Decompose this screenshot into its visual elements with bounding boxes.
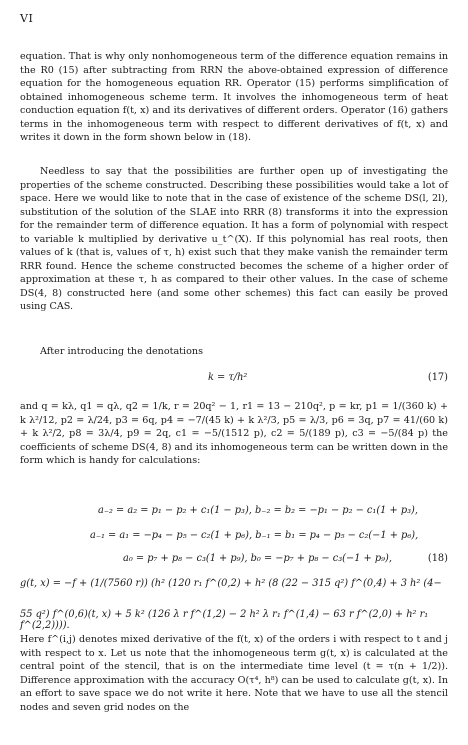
equation-coeff-a2-body: a₋₂ = a₂ = p₁ − p₂ + c₁(1 − p₃), b₋₂ = b₂ = −p₁ − p₂ − c₁(1 + p₃), xyxy=(98,505,418,516)
equation-g-line-1-body: g(t, x) = −f + (1/(7560 r)) (h² (120 r₁ f^(0,2) + h² (8 (22 − 315 q²) f^(0,4) + 3 h² (4− xyxy=(20,578,442,589)
equation-18-body: a₀ = p₇ + p₈ − c₃(1 + p₉), b₀ = −p₇ + p₈ − c₃(−1 + p₉), xyxy=(123,553,392,564)
equation-g-line-1 xyxy=(20,574,448,604)
equation-17-number: (17) xyxy=(427,372,448,383)
paragraph-4: and q = kλ, q1 = qλ, q2 = 1/k, r = 20q² − 1, r1 = 13 − 210q², p = kr, p1 = 1/(360 k) + k λ²/12, p2 = λ/24, p3 = 6q, p4 = −7/(45 k) + k λ²/3, p5 = λ/3, p6 = 3q, p7 = 41/(60 k) + k λ²/2, p8 = 3λ/4, p9 = 2q, c1 = −5/(1512 p), c2 = 5/(189 p), c3 = −5/(84 p) the coefficients of scheme DS(4, 8) and its inhomogeneous term can be written down in the form which is handy for calculations: xyxy=(20,401,448,466)
paragraph-3: After introducing the denotations xyxy=(40,346,203,357)
equation-17-body: k = τ/h² xyxy=(208,372,248,383)
page-number: VI xyxy=(20,12,34,25)
equation-coeff-a1-body: a₋₁ = a₁ = −p₄ − p₅ − c₂(1 + p₆), b₋₁ = b₁ = p₄ − p₅ − c₂(−1 + p₆), xyxy=(90,530,419,541)
paragraph-1: equation. That is why only nonhomogeneous term of the difference equation remains in the R0 (15) after subtracting from RRN the above-obtained expression of difference equation for the homogeneous equation RR. Operator (15) performs simplification of obtained inhomogeneous scheme term. It involves the inhomogeneous term of heat conduction equation f(t, x) and its derivatives of different orders. Operator (16) gathers terms in the inhomogeneous term with respect to different derivatives of f(t, x) and writes it down in the form shown below in (18). xyxy=(20,51,448,143)
equation-18-number: (18) xyxy=(427,553,448,564)
paragraph-2: Needless to say that the possibilities are further open up of investigating the properties of the scheme constructed. Describing these possibilities would take a lot of space. Here we would like to note that in the case of existence of the scheme DS(l, 2l), substitution of the solution of the SLAE into RRR (8) transforms it into the expression for the remainder term of difference equation. It has a form of polynomial with respect to variable k multiplied by derivative u_t^(X). If this polynomial has real roots, then values of k (that is, values of τ, h) exist such that they make vanish the remainder term RRR found. Hence the scheme constructed becomes the scheme of a higher order of approximation at these τ, h as compared to their other values. In the case of scheme DS(4, 8) constructed here (and some other schemes) this fact can easily be proved using CAS. xyxy=(20,166,448,312)
paragraph-5: Here f^(i,j) denotes mixed derivative of the f(t, x) of the orders i with respect to t and j with respect to x. Let us note that the inhomogeneous term g(t, x) is calculated at the central point of the stencil, that is on the intermediate time level (t = τ(n + 1/2)). Difference approximation with the accuracy O(τ⁴, h⁸) can be used to calculate g(t, x). In an effort to save space we do not write it here. Note that we have to use all the stencil nodes and seven grid nodes on the xyxy=(20,634,448,713)
equation-g-line-2-body: 55 q²) f^(0,6)(t, x) + 5 k² (126 λ r f^(1,2) − 2 h² λ r₁ f^(1,4) − 63 r f^(2,0) + h² r₁ f^(2,2)))). xyxy=(20,609,429,631)
